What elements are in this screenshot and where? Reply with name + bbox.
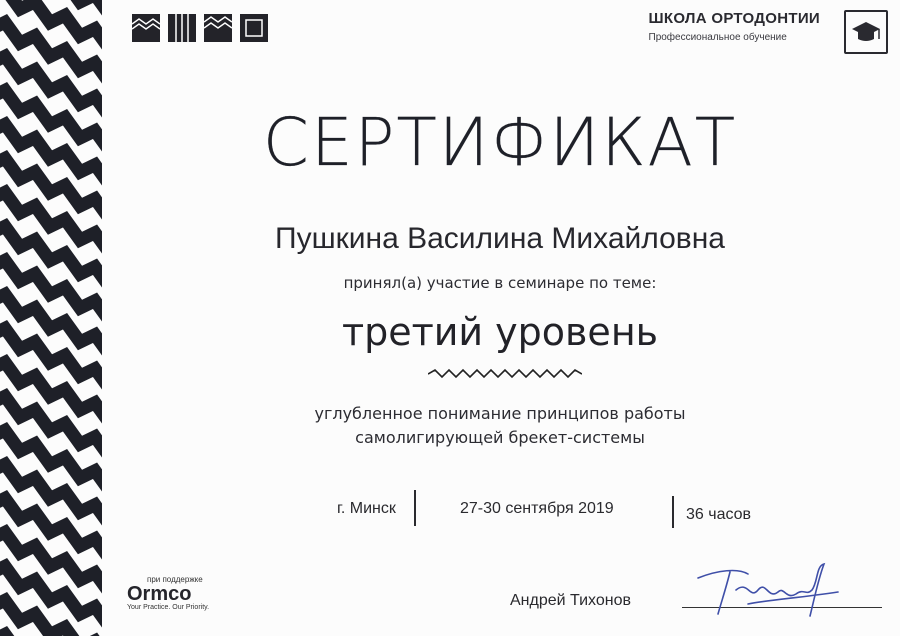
dates: 27-30 сентября 2019	[460, 500, 614, 517]
description-line-2: самолигирующей брекет-системы	[355, 428, 645, 447]
sponsor-prefix: при поддержке	[147, 575, 203, 584]
handwritten-signature	[688, 560, 848, 620]
school-subtitle: Профессиональное обучение	[648, 32, 787, 43]
logo-square-2	[168, 14, 196, 42]
sponsor-tagline: Your Practice. Our Priority.	[127, 604, 210, 611]
logo-square-4	[240, 14, 268, 42]
sponsor-name: Ormco	[127, 583, 192, 605]
chevron-border-pattern	[0, 0, 102, 636]
hours: 36 часов	[686, 506, 752, 523]
seminar-description	[100, 402, 900, 450]
school-title: ШКОЛА ОРТОДОНТИИ	[648, 10, 820, 27]
school-logo-squares	[132, 14, 268, 42]
logo-square-3	[204, 14, 232, 42]
recipient-name: Пушкина Василина Михайловна	[275, 222, 725, 255]
certificate-title: СЕРТИФИКАТ	[262, 104, 738, 181]
city: г. Минск	[337, 500, 396, 517]
wave-divider	[428, 368, 582, 380]
participation-text: принял(а) участие в семинаре по теме:	[343, 274, 657, 292]
logo-square-1	[132, 14, 160, 42]
graduation-cap-icon	[844, 10, 888, 54]
seminar-topic: третий уровень	[341, 310, 659, 354]
divider-2	[672, 496, 674, 528]
school-header	[649, 10, 821, 43]
description-line-1: углубленное понимание принципов работы	[314, 404, 686, 423]
divider-1	[414, 490, 416, 526]
signatory-name: Андрей Тихонов	[510, 592, 631, 609]
sponsor-logo	[127, 575, 209, 611]
